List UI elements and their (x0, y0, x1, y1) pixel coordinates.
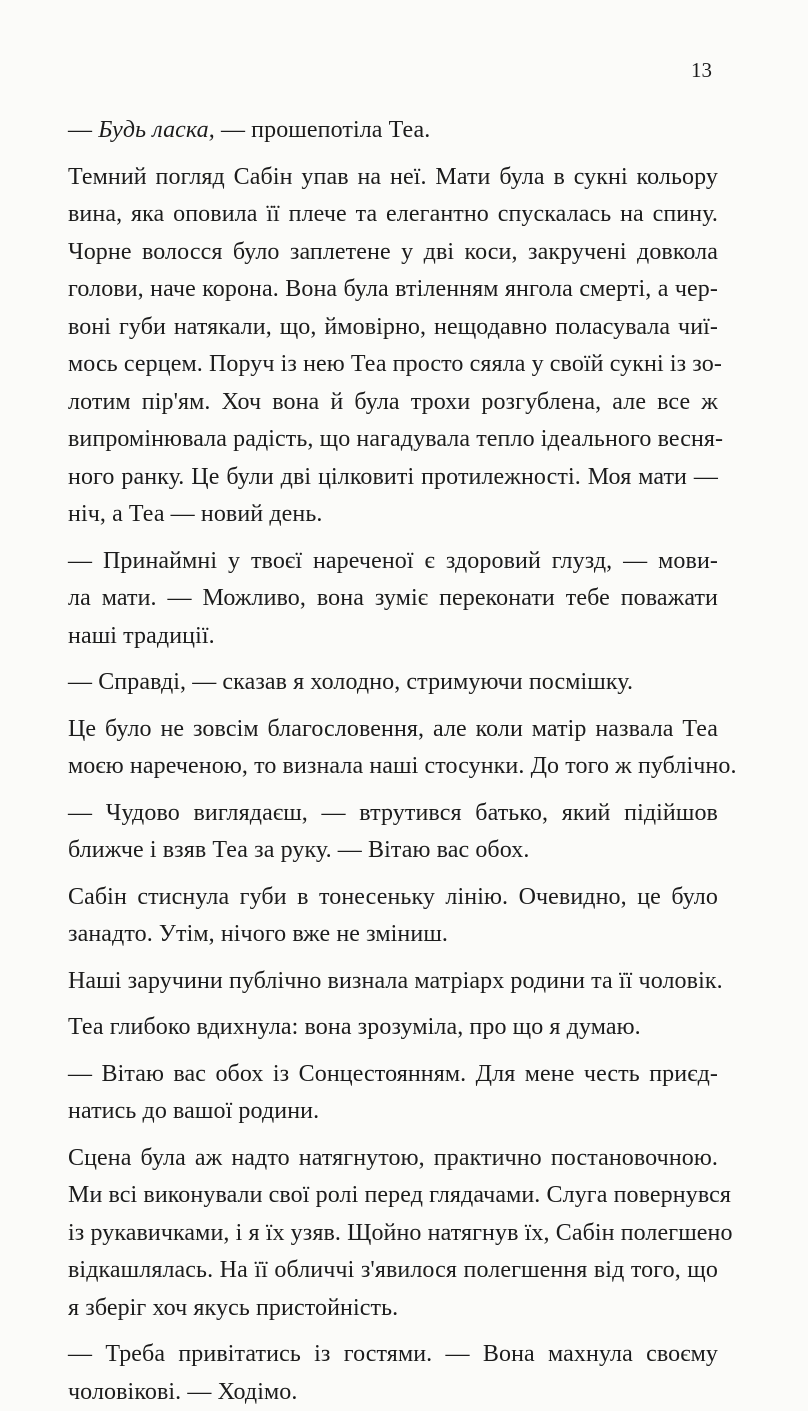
text-line: випромінювала радість, що нагадувала тепло ідеального весня- (68, 421, 718, 459)
page-number: 13 (691, 58, 712, 82)
paragraph-gap (68, 870, 718, 879)
text-line: я зберіг хоч якусь пристойність. (68, 1290, 718, 1328)
text-line: Чорне волосся було заплетене у дві коси, закручені довкола (68, 234, 718, 272)
text-line: чоловікові. — Ходімо. (68, 1374, 718, 1411)
text-line: воні губи натякали, що, ймовірно, нещодавно поласувала чиї- (68, 309, 718, 347)
paragraph-gap (68, 1327, 718, 1336)
text-line: Ми всі виконували свої ролі перед глядачами. Слуга повернувся (68, 1177, 718, 1215)
text-line: ніч, а Теа — новий день. (68, 496, 718, 534)
paragraph (68, 664, 718, 702)
paragraph-gap (68, 1131, 718, 1140)
text-line: ближче і взяв Теа за руку. — Вітаю вас обох. (68, 832, 718, 870)
paragraph (68, 1009, 718, 1047)
text-line: відкашлялась. На її обличчі з'явилося полегшення від того, що (68, 1252, 718, 1290)
paragraph-gap (68, 150, 718, 159)
text-line: — Треба привітатись із гостями. — Вона махнула своєму (68, 1336, 718, 1374)
text-line: Темний погляд Сабін упав на неї. Мати була в сукні кольору (68, 159, 718, 197)
paragraph (68, 159, 718, 534)
text-line: ного ранку. Це були дві цілковиті протилежності. Моя мати — (68, 459, 718, 497)
paragraph (68, 1336, 718, 1411)
text-line: Це було не зовсім благословення, але коли матір назвала Теа (68, 711, 718, 749)
text-line: Теа глибоко вдихнула: вона зрозуміла, про що я думаю. (68, 1009, 718, 1047)
paragraph (68, 1140, 718, 1328)
text-line: натись до вашої родини. (68, 1093, 718, 1131)
paragraph-gap (68, 786, 718, 795)
italic-phrase: Будь ласка, (98, 117, 215, 143)
paragraph (68, 711, 718, 786)
paragraph (68, 795, 718, 870)
paragraph-gap (68, 534, 718, 543)
text-line: — Справді, — сказав я холодно, стримуючи посмішку. (68, 664, 718, 702)
text-line: — Чудово виглядаєш, — втрутився батько, який підійшов (68, 795, 718, 833)
text-line: мось серцем. Поруч із нею Теа просто сяяла у своїй сукні із зо- (68, 346, 718, 384)
text-line: вина, яка оповила її плече та елегантно спускалась на спину. (68, 196, 718, 234)
text-line: Сабін стиснула губи в тонесеньку лінію. Очевидно, це було (68, 879, 718, 917)
text-line: наші традиції. (68, 618, 718, 656)
paragraph-gap (68, 702, 718, 711)
text-line: моєю нареченою, то визнала наші стосунки. До того ж публічно. (68, 748, 718, 786)
paragraph (68, 879, 718, 954)
paragraph-gap (68, 1047, 718, 1056)
paragraph-gap (68, 655, 718, 664)
paragraph-gap (68, 954, 718, 963)
text-line: лотим пір'ям. Хоч вона й була трохи розгублена, але все ж (68, 384, 718, 422)
text-line: — Будь ласка, — прошепотіла Теа. (68, 112, 718, 150)
text-line: ла мати. — Можливо, вона зуміє переконати тебе поважати (68, 580, 718, 618)
text-line: занадто. Утім, нічого вже не зміниш. (68, 916, 718, 954)
text-line: голови, наче корона. Вона була втіленням янгола смерті, а чер- (68, 271, 718, 309)
text-line: — Вітаю вас обох із Сонцестоянням. Для мене честь приєд- (68, 1056, 718, 1094)
text-line: із рукавичками, і я їх узяв. Щойно натягнув їх, Сабін полегшено (68, 1215, 718, 1253)
body-text (68, 112, 718, 1411)
paragraph (68, 112, 718, 150)
text-line: — Принаймні у твоєї нареченої є здоровий глузд, — мови- (68, 543, 718, 581)
text-line: Наші заручини публічно визнала матріарх родини та її чоловік. (68, 963, 718, 1001)
paragraph (68, 1056, 718, 1131)
paragraph (68, 543, 718, 656)
text-line: Сцена була аж надто натягнутою, практично постановочною. (68, 1140, 718, 1178)
paragraph-gap (68, 1000, 718, 1009)
paragraph (68, 963, 718, 1001)
